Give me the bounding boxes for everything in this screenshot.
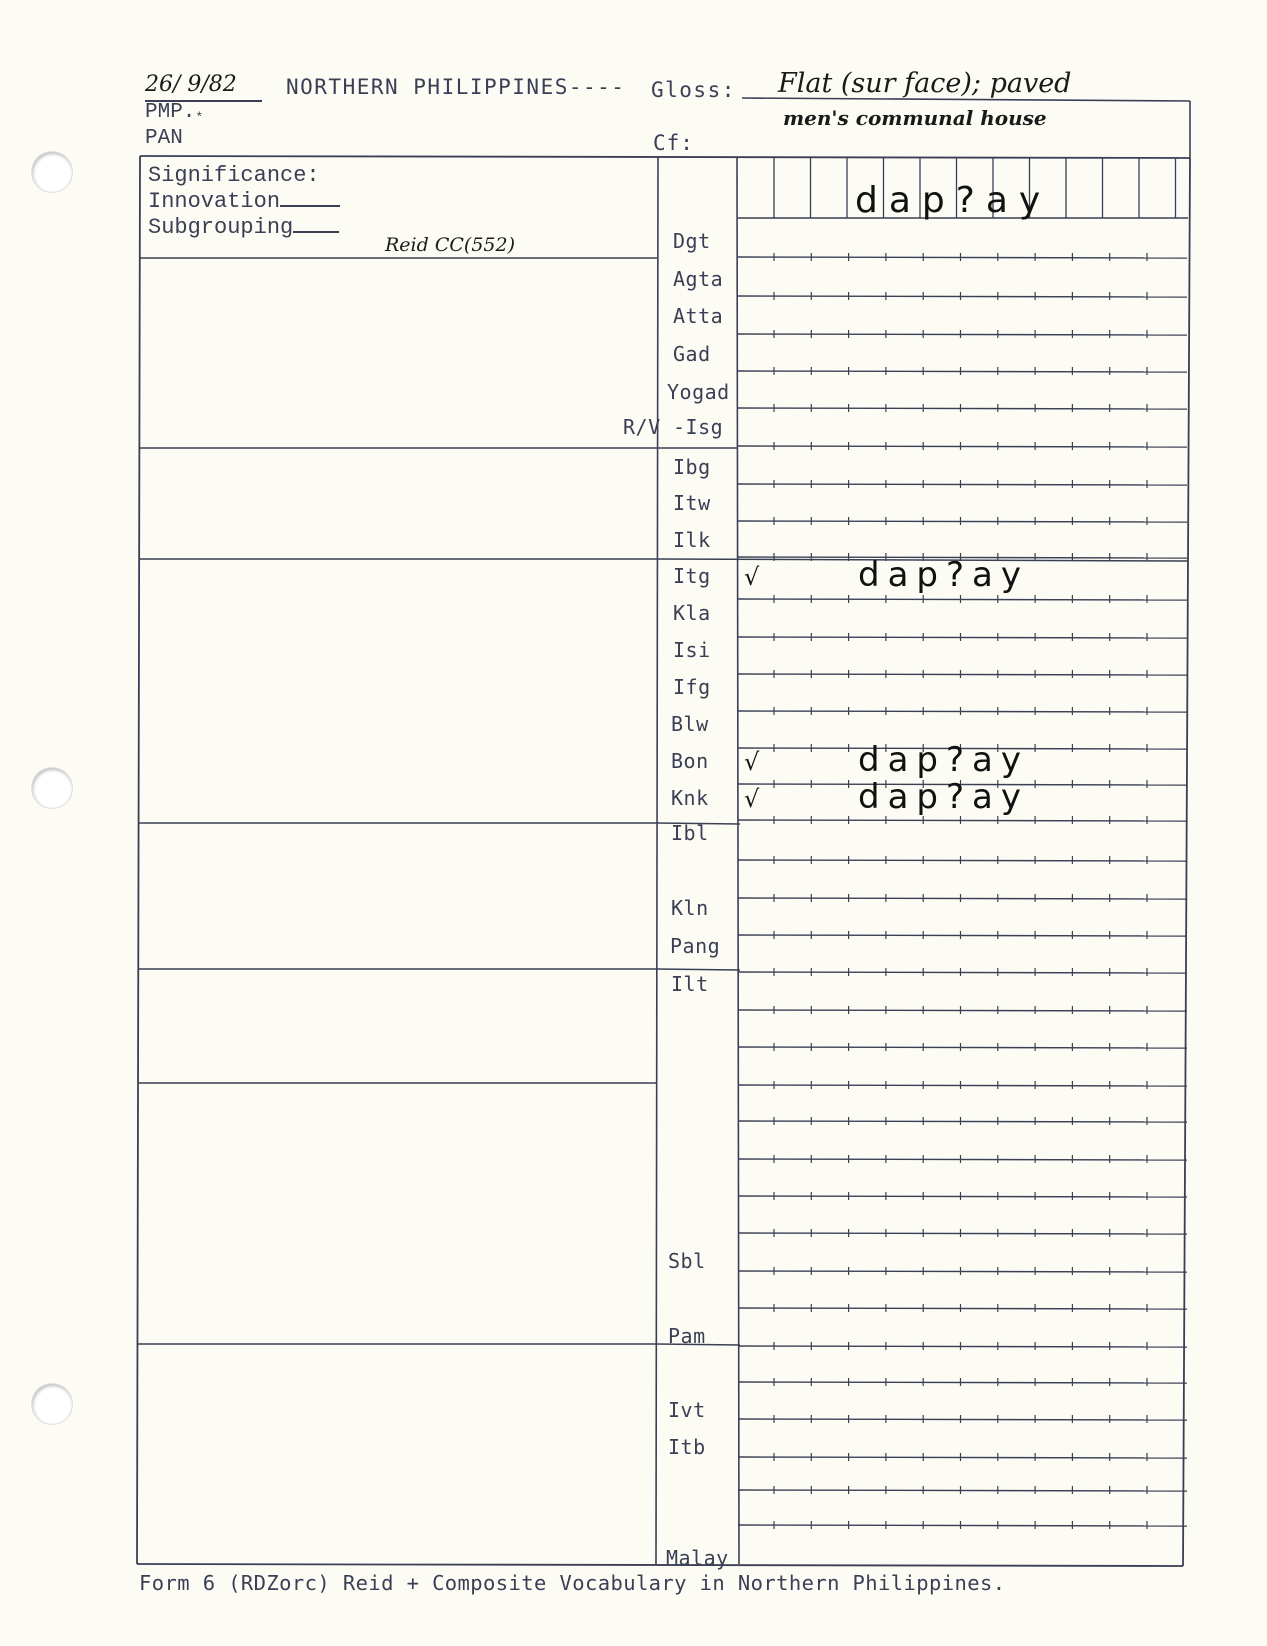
language-code: Knk: [671, 786, 709, 810]
language-prefix: R/V: [623, 415, 661, 439]
language-code: Yogad: [667, 380, 730, 404]
language-code: Sbl: [668, 1249, 706, 1273]
cognate-form: dap?ay: [858, 777, 1030, 817]
language-code: Kla: [673, 601, 711, 625]
language-code: Pang: [670, 934, 721, 958]
language-code: Ifg: [673, 675, 711, 699]
check-mark: √: [744, 785, 760, 813]
language-code: -Isg: [673, 415, 724, 439]
language-code: Ilk: [673, 528, 711, 552]
language-code: Blw: [671, 712, 709, 736]
language-code: Itg: [673, 564, 711, 588]
reference-note: Reid CC(552): [385, 234, 515, 256]
language-code: Dgt: [673, 229, 711, 253]
cognate-form: dap?ay: [858, 555, 1030, 595]
language-code: Malay: [666, 1546, 729, 1570]
pmp-label: PMP.*: [145, 101, 204, 125]
region-title: NORTHERN PHILIPPINES----: [286, 75, 626, 99]
language-code: Ibg: [673, 455, 711, 479]
gloss-value-line2: men's communal house: [783, 106, 1047, 130]
language-code: Kln: [671, 896, 709, 920]
language-code: Ibl: [671, 821, 709, 845]
language-code: Atta: [673, 304, 724, 328]
gloss-label: Gloss:: [651, 78, 736, 102]
cognate-form: dap?ay: [858, 740, 1030, 780]
language-code: Agta: [673, 267, 724, 291]
subgrouping-label: Subgrouping: [148, 215, 339, 240]
check-mark: √: [744, 563, 760, 591]
language-code: Itb: [668, 1435, 706, 1459]
language-code: Ilt: [671, 972, 709, 996]
pan-label: PAN: [145, 127, 183, 150]
form-footer: Form 6 (RDZorc) Reid + Composite Vocabulary in Northern Philippines.: [139, 1571, 1006, 1595]
innovation-label: Innovation: [148, 189, 340, 214]
check-mark: √: [744, 748, 760, 776]
form-date: 26/ 9/82: [145, 72, 237, 97]
significance-title: Significance:: [148, 163, 320, 188]
language-code: Ivt: [668, 1398, 706, 1422]
cf-label: Cf:: [653, 131, 694, 155]
gloss-value: Flat (sur face); paved: [778, 68, 1072, 99]
language-code: Isi: [673, 638, 711, 662]
language-code: Pam: [668, 1324, 706, 1348]
language-code: Itw: [673, 491, 711, 515]
language-code: Bon: [671, 749, 709, 773]
header-form: dap?ay: [855, 180, 1052, 221]
language-code: Gad: [673, 342, 711, 366]
